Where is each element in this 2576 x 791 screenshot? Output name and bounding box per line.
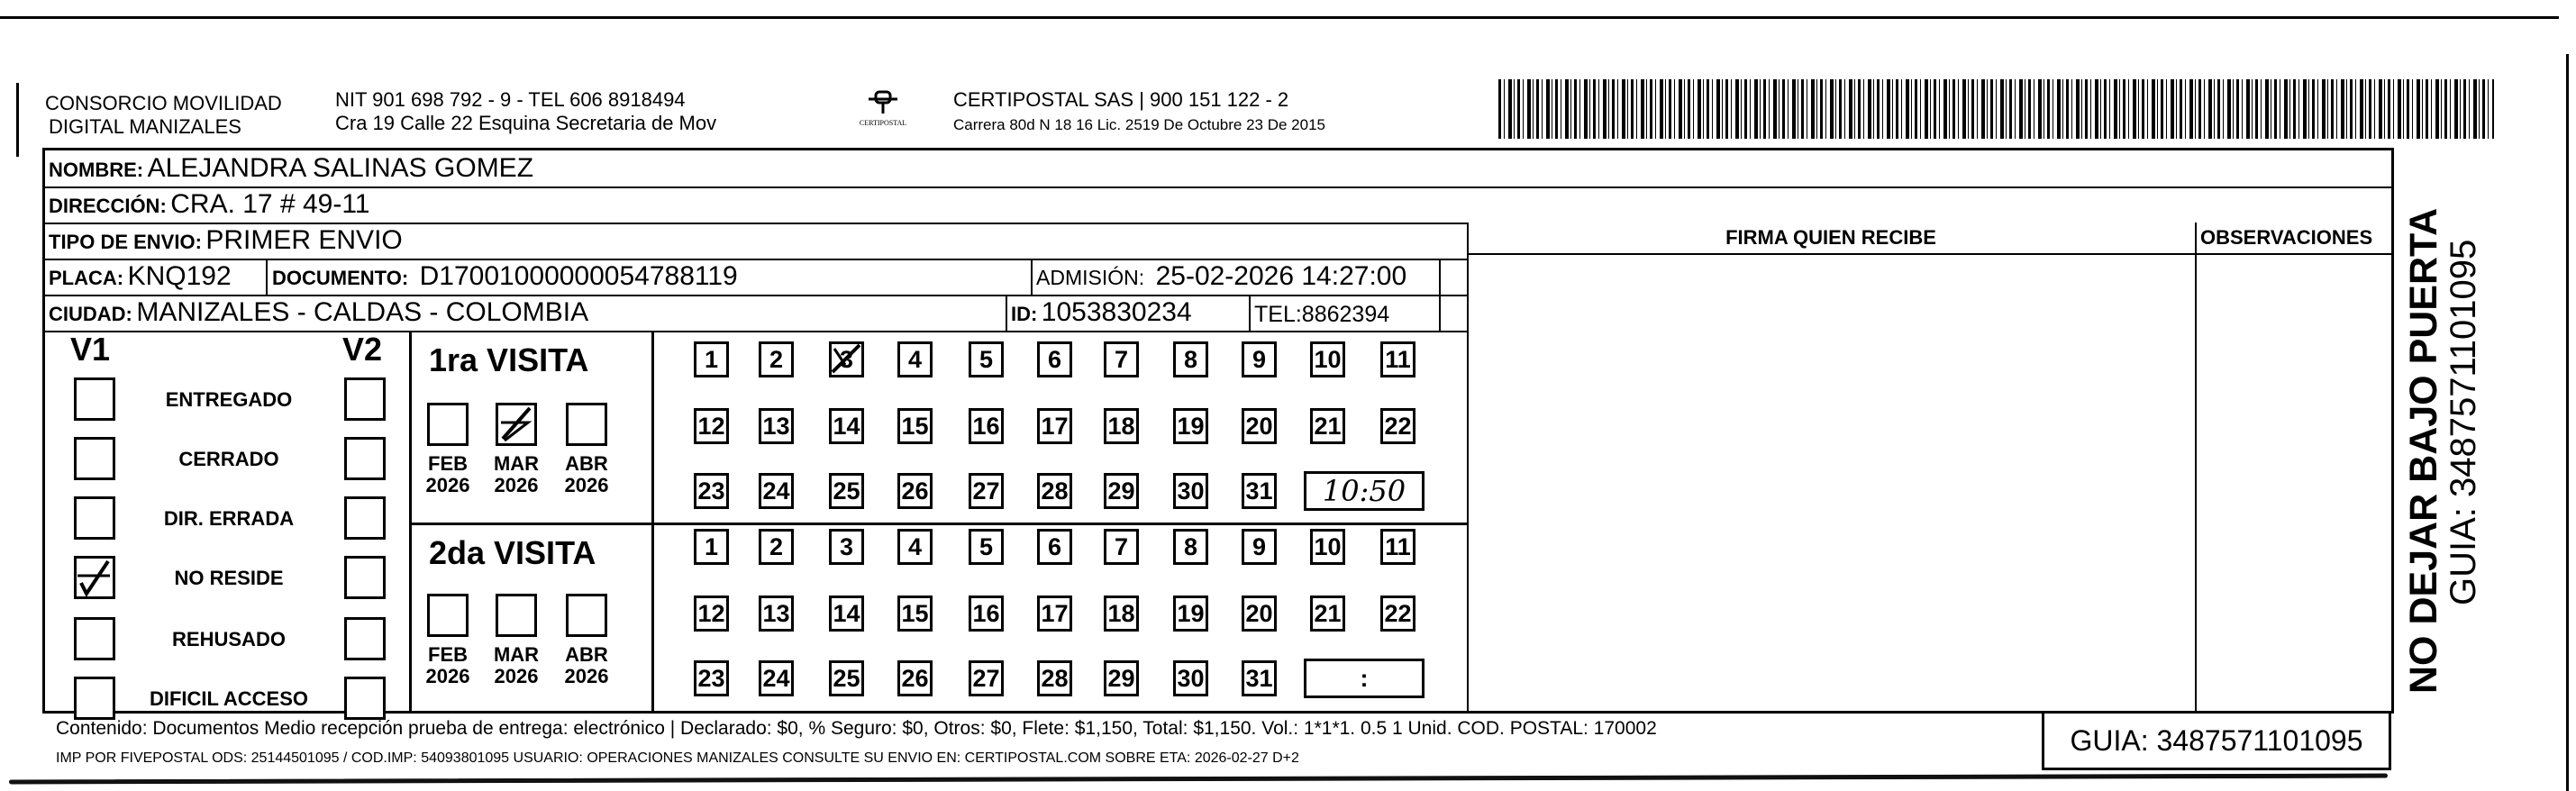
day-box[interactable] bbox=[969, 660, 1004, 696]
month-label: MAR 2026 bbox=[493, 452, 540, 496]
placa-value: KNQ192 bbox=[127, 261, 232, 291]
visit2-time: : bbox=[1360, 664, 1369, 692]
day-number: 12 bbox=[697, 599, 725, 627]
footer-guia: GUIA: 3487571101095 bbox=[2042, 711, 2391, 770]
day-number: 18 bbox=[1107, 412, 1135, 440]
day-number: 13 bbox=[762, 412, 790, 440]
logo-text: CERTIPOSTAL bbox=[859, 119, 907, 127]
month-label: ABR 2026 bbox=[564, 643, 609, 687]
sender-name-line1: CONSORCIO MOVILIDAD bbox=[45, 92, 282, 114]
day-number: 11 bbox=[1385, 345, 1411, 373]
day-number: 16 bbox=[972, 412, 1000, 440]
day-number: 9 bbox=[1252, 345, 1267, 373]
day-box[interactable] bbox=[1242, 660, 1277, 696]
sender-info bbox=[335, 88, 716, 135]
day-number: 20 bbox=[1245, 599, 1273, 627]
day-number: 23 bbox=[697, 477, 725, 505]
sender-nit: NIT 901 698 792 - 9 - TEL 606 8918494 bbox=[335, 88, 686, 111]
day-box[interactable] bbox=[759, 408, 794, 444]
signature-area[interactable] bbox=[1470, 257, 2191, 707]
day-number: 25 bbox=[833, 477, 860, 505]
check-mark-icon bbox=[74, 556, 115, 599]
tel-label: TEL: bbox=[1254, 302, 1302, 327]
carrier-name: CERTIPOSTAL SAS | 900 151 122 - 2 bbox=[953, 88, 1289, 111]
day-box[interactable] bbox=[969, 529, 1004, 565]
id-value: 1053830234 bbox=[1041, 297, 1192, 327]
v2-checkbox[interactable] bbox=[344, 617, 386, 660]
day-number: 30 bbox=[1177, 664, 1205, 692]
month-checkbox-abr[interactable] bbox=[566, 594, 607, 637]
day-number: 21 bbox=[1314, 599, 1342, 627]
day-number: 29 bbox=[1107, 664, 1135, 692]
placa-field bbox=[49, 261, 232, 296]
day-number: 19 bbox=[1177, 599, 1205, 627]
day-number: 10 bbox=[1314, 532, 1342, 560]
day-number: 25 bbox=[833, 664, 860, 692]
day-number: 7 bbox=[1114, 345, 1129, 373]
tel-field bbox=[1254, 299, 1389, 333]
day-box[interactable] bbox=[1037, 660, 1072, 696]
v1-checkbox[interactable] bbox=[74, 556, 115, 599]
direccion-label: DIRECCIÓN: bbox=[49, 195, 167, 217]
day-box[interactable] bbox=[1104, 341, 1139, 377]
visit1-time-box[interactable] bbox=[1304, 471, 1425, 511]
day-number: 2 bbox=[769, 532, 784, 560]
certipostal-logo bbox=[856, 88, 910, 142]
day-box[interactable] bbox=[1242, 529, 1277, 565]
day-box[interactable] bbox=[1173, 473, 1208, 509]
v1-checkbox[interactable] bbox=[74, 437, 115, 480]
day-box[interactable] bbox=[829, 473, 864, 509]
day-box[interactable] bbox=[694, 473, 729, 509]
v1-checkbox[interactable] bbox=[74, 617, 115, 660]
day-box[interactable] bbox=[969, 473, 1004, 509]
day-box[interactable] bbox=[1037, 596, 1072, 632]
day-box[interactable] bbox=[1173, 660, 1208, 696]
day-box[interactable] bbox=[1173, 341, 1208, 377]
day-number: 16 bbox=[972, 599, 1000, 627]
day-number: 30 bbox=[1177, 477, 1205, 505]
footer-imp: IMP POR FIVEPOSTAL ODS: 25144501095 / COD.IMP: 54093801095 USUARIO: OPERACIONES MANIZALES CONSULTE SU ENVIO EN: CERTIPOSTAL.COM SOBRE ETA: 2026-02-27 D+2 bbox=[56, 750, 1299, 766]
documento-field bbox=[272, 261, 738, 296]
day-number: 17 bbox=[1041, 599, 1069, 627]
v1-checkbox[interactable] bbox=[74, 677, 115, 720]
v2-checkbox[interactable] bbox=[344, 677, 386, 720]
ciudad-value: MANIZALES - CALDAS - COLOMBIA bbox=[136, 297, 589, 327]
day-number: 22 bbox=[1384, 412, 1412, 440]
day-number: 3 bbox=[839, 345, 854, 373]
day-number: 9 bbox=[1252, 532, 1267, 560]
visit1-title: 1ra VISITA bbox=[429, 341, 589, 378]
day-box[interactable] bbox=[694, 341, 729, 377]
day-box[interactable] bbox=[897, 596, 933, 632]
nombre-label: NOMBRE: bbox=[49, 159, 144, 181]
day-box[interactable] bbox=[1104, 473, 1139, 509]
day-box[interactable] bbox=[1173, 596, 1208, 632]
day-box[interactable] bbox=[1037, 529, 1072, 565]
no-dejar-warning: NO DEJAR BAJO PUERTA bbox=[2402, 207, 2445, 694]
month-label: MAR 2026 bbox=[493, 643, 540, 687]
day-box[interactable] bbox=[829, 341, 864, 377]
day-number: 17 bbox=[1041, 412, 1069, 440]
day-box[interactable] bbox=[897, 408, 933, 444]
admision-field bbox=[1036, 261, 1406, 296]
day-number: 10 bbox=[1314, 345, 1342, 373]
day-number: 8 bbox=[1183, 345, 1198, 373]
day-number: 28 bbox=[1041, 664, 1069, 692]
reason-label: CERRADO bbox=[178, 448, 279, 470]
day-box[interactable] bbox=[1310, 529, 1345, 565]
day-number: 21 bbox=[1314, 412, 1342, 440]
documento-label: DOCUMENTO: bbox=[272, 267, 409, 289]
id-label: ID: bbox=[1011, 303, 1038, 325]
tel-value: 8862394 bbox=[1301, 302, 1390, 327]
day-box[interactable] bbox=[1037, 341, 1072, 377]
direccion-row bbox=[49, 189, 369, 224]
sender-address: Cra 19 Calle 22 Esquina Secretaria de Mov bbox=[335, 112, 717, 134]
side-guia: GUIA: 3487571101095 bbox=[2444, 239, 2483, 605]
day-box[interactable] bbox=[694, 596, 729, 632]
day-box[interactable] bbox=[969, 341, 1004, 377]
check-mark-icon bbox=[496, 403, 537, 446]
day-number: 18 bbox=[1107, 599, 1135, 627]
v2-checkbox[interactable] bbox=[344, 556, 386, 599]
day-number: 28 bbox=[1041, 477, 1069, 505]
month-checkbox-abr[interactable] bbox=[566, 403, 607, 446]
nombre-value: ALEJANDRA SALINAS GOMEZ bbox=[147, 153, 534, 183]
v2-checkbox[interactable] bbox=[344, 496, 386, 540]
day-box[interactable] bbox=[829, 529, 864, 565]
month-label: ABR 2026 bbox=[564, 452, 609, 496]
tipo-envio-row bbox=[49, 225, 403, 260]
nombre-row bbox=[49, 153, 533, 188]
day-box[interactable] bbox=[1173, 529, 1208, 565]
day-number: 31 bbox=[1245, 664, 1273, 692]
left-margin-tick bbox=[16, 83, 19, 157]
ciudad-label: CIUDAD: bbox=[49, 303, 132, 325]
day-box[interactable] bbox=[969, 596, 1004, 632]
month-checkbox-feb[interactable] bbox=[427, 594, 469, 637]
day-box[interactable] bbox=[1037, 473, 1072, 509]
certipostal-logo-icon bbox=[856, 88, 910, 142]
month-label: FEB 2026 bbox=[425, 643, 470, 687]
form-frame bbox=[42, 148, 2394, 766]
day-number: 5 bbox=[979, 532, 994, 560]
day-number: 14 bbox=[833, 412, 860, 440]
day-box[interactable] bbox=[897, 473, 933, 509]
direccion-value: CRA. 17 # 49-11 bbox=[170, 189, 370, 219]
day-number: 8 bbox=[1183, 532, 1198, 560]
day-box[interactable] bbox=[897, 529, 933, 565]
placa-label: PLACA: bbox=[49, 267, 124, 289]
day-number: 1 bbox=[704, 345, 719, 373]
v2-header: V2 bbox=[342, 331, 383, 368]
day-box[interactable] bbox=[897, 341, 933, 377]
day-box[interactable] bbox=[1310, 596, 1345, 632]
day-box[interactable] bbox=[829, 660, 864, 696]
month-checkbox-mar[interactable] bbox=[496, 403, 537, 446]
day-number: 26 bbox=[901, 664, 929, 692]
day-number: 1 bbox=[704, 532, 719, 560]
id-field bbox=[1011, 297, 1192, 332]
day-box[interactable] bbox=[1242, 473, 1277, 509]
day-box[interactable] bbox=[1037, 408, 1072, 444]
day-box[interactable] bbox=[897, 660, 933, 696]
day-box[interactable] bbox=[1380, 529, 1415, 565]
day-number: 14 bbox=[833, 599, 860, 627]
day-number: 26 bbox=[901, 477, 929, 505]
day-box[interactable] bbox=[1310, 341, 1345, 377]
day-number: 4 bbox=[907, 532, 923, 560]
day-box[interactable] bbox=[759, 660, 794, 696]
observaciones-area[interactable] bbox=[2198, 257, 2388, 707]
sender-name-line2: DIGITAL MANIZALES bbox=[49, 115, 241, 138]
visit2-time-box[interactable] bbox=[1304, 659, 1425, 698]
day-number: 11 bbox=[1385, 532, 1411, 560]
firma-header: FIRMA QUIEN RECIBE bbox=[1725, 226, 1936, 249]
reason-label: ENTREGADO bbox=[165, 388, 293, 411]
day-number: 24 bbox=[762, 664, 790, 692]
day-box[interactable] bbox=[1104, 660, 1139, 696]
day-number: 24 bbox=[762, 477, 790, 505]
tipo-envio-value: PRIMER ENVIO bbox=[205, 225, 403, 255]
day-box[interactable] bbox=[969, 408, 1004, 444]
day-box[interactable] bbox=[1104, 529, 1139, 565]
day-box[interactable] bbox=[1310, 408, 1345, 444]
day-box[interactable] bbox=[694, 408, 729, 444]
month-label: FEB 2026 bbox=[425, 452, 470, 496]
month-checkbox-mar[interactable] bbox=[496, 594, 537, 637]
visit1-time: 10:50 bbox=[1322, 474, 1406, 508]
day-number: 19 bbox=[1177, 412, 1205, 440]
day-number: 12 bbox=[697, 412, 725, 440]
carrier-address: Carrera 80d N 18 16 Lic. 2519 De Octubre 23 De 2015 bbox=[953, 116, 1325, 133]
v1-checkbox[interactable] bbox=[74, 496, 115, 540]
day-box[interactable] bbox=[694, 660, 729, 696]
visit2-title: 2da VISITA bbox=[429, 534, 596, 571]
v1-checkbox[interactable] bbox=[74, 377, 115, 421]
day-number: 15 bbox=[901, 599, 929, 627]
day-number: 13 bbox=[762, 599, 790, 627]
day-number: 22 bbox=[1384, 599, 1412, 627]
observaciones-header: OBSERVACIONES bbox=[2200, 226, 2373, 249]
day-box[interactable] bbox=[759, 473, 794, 509]
reason-label: DIR. ERRADA bbox=[163, 507, 295, 530]
day-number: 31 bbox=[1245, 477, 1273, 505]
day-box[interactable] bbox=[1380, 596, 1415, 632]
day-number: 6 bbox=[1047, 532, 1062, 560]
day-box[interactable] bbox=[1380, 408, 1415, 444]
day-number: 2 bbox=[769, 345, 784, 373]
day-box[interactable] bbox=[1380, 341, 1415, 377]
day-box[interactable] bbox=[829, 596, 864, 632]
day-box[interactable] bbox=[829, 408, 864, 444]
documento-value: D17001000000054788119 bbox=[419, 261, 738, 291]
day-box[interactable] bbox=[1104, 408, 1139, 444]
day-number: 6 bbox=[1047, 345, 1062, 373]
top-rule bbox=[0, 16, 2559, 19]
day-box[interactable] bbox=[759, 341, 794, 377]
v1-header: V1 bbox=[70, 331, 111, 368]
tipo-envio-label: TIPO DE ENVIO: bbox=[49, 231, 202, 253]
day-number: 27 bbox=[972, 477, 1000, 505]
day-number: 4 bbox=[907, 345, 923, 373]
ciudad-field bbox=[49, 297, 588, 332]
day-box[interactable] bbox=[1173, 408, 1208, 444]
bottom-rule bbox=[9, 774, 2388, 785]
reason-label: REHUSADO bbox=[172, 628, 286, 650]
day-number: 15 bbox=[901, 412, 929, 440]
day-box[interactable] bbox=[1242, 596, 1277, 632]
day-number: 23 bbox=[697, 664, 725, 692]
day-box[interactable] bbox=[759, 596, 794, 632]
day-box[interactable] bbox=[1242, 408, 1277, 444]
admision-label: ADMISIÓN: bbox=[1036, 266, 1145, 289]
footer-contents: Contenido: Documentos Medio recepción prueba de entrega: electrónico | Declarado: $0, % Seguro: $0, Otros: $0, Flete: $1,150, Total: $1,150. Vol.: 1*1*1. 0.5 1 Unid. COD. POSTAL: 170002 bbox=[56, 718, 1657, 739]
month-checkbox-feb[interactable] bbox=[427, 403, 469, 446]
day-number: 27 bbox=[972, 664, 1000, 692]
right-rule bbox=[2566, 54, 2569, 791]
day-number: 20 bbox=[1245, 412, 1273, 440]
v2-checkbox[interactable] bbox=[344, 437, 386, 480]
day-box[interactable] bbox=[1242, 341, 1277, 377]
reason-label: DIFICIL ACCESO bbox=[149, 687, 308, 710]
day-number: 5 bbox=[979, 345, 994, 373]
admision-value: 25-02-2026 14:27:00 bbox=[1155, 261, 1407, 291]
day-number: 7 bbox=[1114, 532, 1129, 560]
barcode bbox=[1498, 79, 2494, 139]
day-box[interactable] bbox=[1104, 596, 1139, 632]
day-number: 3 bbox=[839, 532, 854, 560]
day-number: 29 bbox=[1107, 477, 1135, 505]
sender-name bbox=[45, 92, 282, 139]
v2-checkbox[interactable] bbox=[344, 377, 386, 421]
reason-label: NO RESIDE bbox=[174, 567, 284, 589]
day-box[interactable] bbox=[694, 529, 729, 565]
day-box[interactable] bbox=[759, 529, 794, 565]
